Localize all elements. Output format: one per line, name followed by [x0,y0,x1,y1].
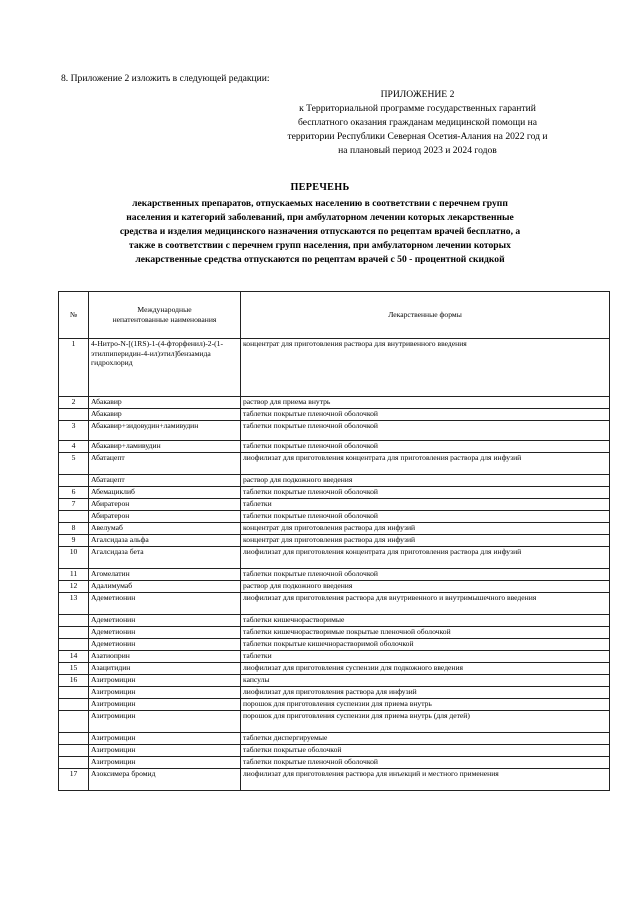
row-number: 3 [59,421,89,441]
row-number: 8 [59,523,89,535]
list-description [40,197,600,267]
drug-name: Азитромицин [89,675,241,687]
dosage-form: лиофилизат для приготовления раствора для инъекций и местного применения [241,769,610,791]
table-row [59,409,610,421]
drug-name: Агомелатин [89,569,241,581]
drug-name: Абиратерон [89,499,241,511]
drug-name: Абемациклиб [89,487,241,499]
table-row [59,745,610,757]
table-header-row [59,292,610,339]
dosage-form: таблетки кишечнорастворимые [241,615,610,627]
drug-name: Азитромицин [89,733,241,745]
row-number [59,733,89,745]
table-row [59,733,610,745]
description-line: населения и категорий заболеваний, при амбулаторном лечении которых лекарственные [126,212,514,224]
drug-name: Азитромицин [89,745,241,757]
appendix-subtitle [240,102,595,158]
drug-name: Азитромицин [89,711,241,733]
row-number: 4 [59,441,89,453]
dosage-form: порошок для приготовления суспензии для приема внутрь (для детей) [241,711,610,733]
row-number [59,639,89,651]
drug-name: Азатиоприн [89,651,241,663]
drug-name: Азитромицин [89,757,241,769]
dosage-form: лиофилизат для приготовления суспензии для подкожного введения [241,663,610,675]
header-form: Лекарственные формы [241,292,610,339]
drug-name: Агалсидаза бета [89,547,241,569]
table-row [59,675,610,687]
row-number [59,475,89,487]
drug-table [58,291,610,791]
row-number [59,745,89,757]
dosage-form: таблетки покрытые пленочной оболочкой [241,569,610,581]
dosage-form: капсулы [241,675,610,687]
row-number: 9 [59,535,89,547]
appendix-line: территории Республики Северная Осетия-Алания на 2022 год и [287,130,548,142]
dosage-form: таблетки покрытые пленочной оболочкой [241,757,610,769]
description-line: также в соответствии с перечнем групп населения, при амбулаторном лечении которых [129,240,511,252]
table-row [59,487,610,499]
drug-name: Азоксимера бромид [89,769,241,791]
drug-name: Азитромицин [89,699,241,711]
dosage-form: раствор для подкожного введения [241,475,610,487]
row-number [59,615,89,627]
row-number: 16 [59,675,89,687]
table-row [59,499,610,511]
row-number: 17 [59,769,89,791]
dosage-form: концентрат для приготовления раствора для инфузий [241,523,610,535]
appendix-title: ПРИЛОЖЕНИЕ 2 [380,89,455,100]
drug-name: Азацитидин [89,663,241,675]
table-row [59,535,610,547]
dosage-form: раствор для приема внутрь [241,397,610,409]
table-row [59,593,610,615]
table-row [59,711,610,733]
drug-name: Абакавир [89,409,241,421]
row-number: 13 [59,593,89,615]
drug-name: Адеметионин [89,593,241,615]
drug-name: Абатацепт [89,453,241,475]
row-number [59,757,89,769]
dosage-form: таблетки [241,651,610,663]
dosage-form: таблетки покрытые пленочной оболочкой [241,441,610,453]
dosage-form: таблетки кишечнорастворимые покрытые пленочной оболочкой [241,627,610,639]
table-row [59,699,610,711]
table-row [59,475,610,487]
table-row [59,639,610,651]
table-row [59,547,610,569]
table-row [59,339,610,397]
table-row [59,757,610,769]
row-number: 2 [59,397,89,409]
description-line: лекарственных препаратов, отпускаемых населению в соответствии с перечнем групп [132,198,508,209]
row-number: 10 [59,547,89,569]
dosage-form: порошок для приготовления суспензии для приема внутрь [241,699,610,711]
dosage-form: таблетки покрытые пленочной оболочкой [241,487,610,499]
header-name [89,292,241,339]
drug-name: Адеметионин [89,627,241,639]
drug-name: Адеметионин [89,615,241,627]
dosage-form: лиофилизат для приготовления раствора для внутривенного и внутримышечного введения [241,593,610,615]
dosage-form: таблетки [241,499,610,511]
dosage-form: концентрат для приготовления раствора для инфузий [241,535,610,547]
table-row [59,687,610,699]
table-row [59,651,610,663]
header-name-line: Международные [137,305,192,315]
table-row [59,627,610,639]
dosage-form: таблетки покрытые оболочкой [241,745,610,757]
description-line: лекарственные средства отпускаются по рецептам врачей с 50 - процентной скидкой [135,254,505,266]
drug-name: Абиратерон [89,511,241,523]
header-number: № [59,292,89,339]
row-number [59,627,89,639]
row-number: 1 [59,339,89,397]
drug-name: Абатацепт [89,475,241,487]
row-number: 11 [59,569,89,581]
amendment-intro: 8. Приложение 2 изложить в следующей редакции: [61,73,270,84]
table-body [59,339,610,791]
dosage-form: концентрат для приготовления раствора для внутривенного введения [241,339,610,397]
dosage-form: раствор для подкожного введения [241,581,610,593]
drug-name: Авелумаб [89,523,241,535]
drug-name: Абакавир+зидовудин+ламивудин [89,421,241,441]
row-number: 14 [59,651,89,663]
table-row [59,421,610,441]
table-row [59,453,610,475]
table-row [59,397,610,409]
description-line: средства и изделия медицинского назначения отпускаются по рецептам врачей бесплатно, а [119,226,521,238]
row-number: 12 [59,581,89,593]
dosage-form: таблетки покрытые кишечнорастворимой оболочкой [241,639,610,651]
row-number [59,699,89,711]
table-row [59,581,610,593]
dosage-form: лиофилизат для приготовления раствора для инфузий [241,687,610,699]
table-row [59,511,610,523]
drug-name: Адеметионин [89,639,241,651]
row-number [59,687,89,699]
appendix-line: на плановый период 2023 и 2024 годов [338,144,497,156]
row-number: 6 [59,487,89,499]
dosage-form: лиофилизат для приготовления концентрата для приготовления раствора для инфузий [241,547,610,569]
dosage-form: таблетки покрытые пленочной оболочкой [241,421,610,441]
drug-name: 4-Нитро-N-[(1RS)-1-(4-фторфенил)-2-(1-этилпиперидин-4-ил)этил]бензамида гидрохлорид [89,339,241,397]
table-row [59,569,610,581]
appendix-line: к Территориальной программе государственных гарантий [299,103,536,114]
list-title: ПЕРЕЧЕНЬ [290,182,350,193]
table-row [59,769,610,791]
table-row [59,615,610,627]
dosage-form: таблетки покрытые пленочной оболочкой [241,409,610,421]
header-name-line: непатентованные наименования [112,315,217,324]
table-row [59,441,610,453]
row-number [59,711,89,733]
drug-name: Агалсидаза альфа [89,535,241,547]
row-number: 5 [59,453,89,475]
drug-name: Абакавир [89,397,241,409]
dosage-form: лиофилизат для приготовления концентрата для приготовления раствора для инфузий [241,453,610,475]
drug-name: Абакавир+ламивудин [89,441,241,453]
table-row [59,663,610,675]
row-number [59,409,89,421]
row-number: 15 [59,663,89,675]
dosage-form: таблетки покрытые пленочной оболочкой [241,511,610,523]
drug-name: Азитромицин [89,687,241,699]
row-number: 7 [59,499,89,511]
appendix-line: бесплатного оказания гражданам медицинской помощи на [297,116,538,128]
dosage-form: таблетки диспергируемые [241,733,610,745]
table-row [59,523,610,535]
row-number [59,511,89,523]
drug-name: Адалимумаб [89,581,241,593]
